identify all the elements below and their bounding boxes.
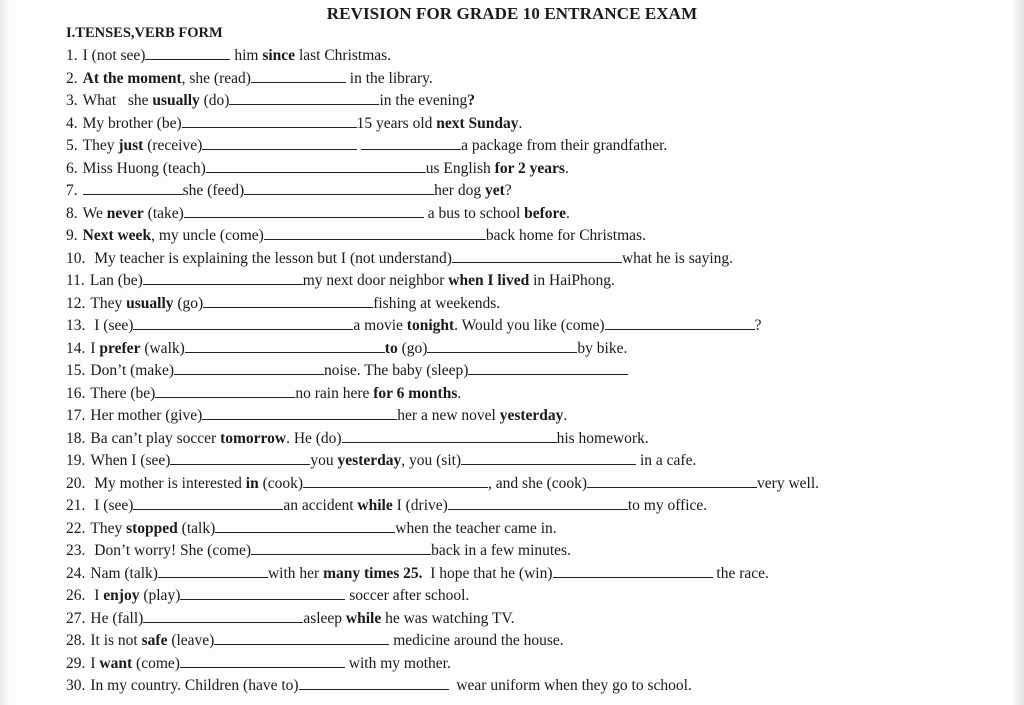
answer-blank[interactable] (143, 608, 303, 623)
answer-blank[interactable] (264, 225, 486, 240)
answer-blank[interactable] (299, 675, 449, 690)
exercise-number: 28. (66, 632, 86, 649)
exercise-text: you (310, 452, 338, 469)
exercise-text: There (be) (90, 384, 156, 402)
exercise-item (66, 135, 964, 155)
answer-blank[interactable] (185, 338, 385, 353)
exercise-item (66, 450, 964, 470)
answer-blank[interactable] (361, 135, 461, 150)
answer-blank[interactable] (229, 90, 379, 105)
answer-blank[interactable] (587, 473, 757, 488)
answer-blank[interactable] (452, 248, 622, 263)
exercise-text: . (566, 204, 570, 222)
exercise-text: (play) (139, 587, 181, 604)
exercise-text: When I (see) (90, 452, 171, 469)
exercise-number: 13. (66, 317, 86, 334)
keyword-text: while (345, 609, 382, 627)
exercise-text: (do) (199, 92, 230, 109)
exercise-text: noise. The baby (sleep) (324, 362, 469, 379)
answer-blank[interactable] (605, 315, 755, 330)
exercise-item (66, 90, 964, 110)
exercise-text: ? (754, 317, 762, 334)
exercise-text: , you (sit) (401, 452, 462, 469)
exercise-text: I (not see) (82, 47, 146, 64)
page-edge-right (1012, 0, 1024, 705)
exercise-item (66, 293, 964, 313)
page-edge-left (0, 0, 10, 705)
exercise-text: fishing at weekends. (373, 294, 501, 312)
exercise-item (66, 563, 964, 583)
keyword-text: Next week (82, 227, 152, 244)
keyword-text: in (245, 474, 259, 492)
exercise-item (66, 248, 964, 268)
exercise-text: the race. (712, 564, 769, 582)
exercise-text: I (drive) (392, 497, 448, 514)
answer-blank[interactable] (180, 585, 345, 600)
exercise-text: Miss Huong (teach) (82, 159, 206, 177)
exercise-text: My mother is interested (90, 474, 246, 492)
exercise-number: 17. (66, 407, 86, 424)
exercise-item (66, 360, 964, 380)
exercise-number: 9. (66, 227, 78, 244)
exercise-number: 30. (66, 677, 86, 694)
exercise-text: medicine around the house. (389, 632, 564, 649)
exercise-text: In my country. Children (have to) (90, 677, 299, 694)
exercise-item (66, 338, 964, 358)
exercise-text: Don’t (make) (90, 362, 175, 379)
answer-blank[interactable] (155, 383, 295, 398)
answer-blank[interactable] (184, 203, 424, 218)
exercise-text: I (see) (90, 497, 134, 514)
exercise-item (66, 585, 964, 605)
keyword-text: since (262, 47, 296, 64)
exercise-text: Lan (be) (89, 272, 143, 289)
exercise-text: . (563, 407, 568, 424)
answer-blank[interactable] (133, 315, 353, 330)
exercise-number: 6. (66, 159, 78, 177)
exercise-text: in the library. (345, 69, 433, 87)
exercise-number: 19. (66, 452, 86, 469)
answer-blank[interactable] (251, 68, 346, 83)
keyword-text: yesterday (499, 407, 564, 424)
exercise-text: , she (read) (181, 69, 251, 87)
answer-blank[interactable] (143, 270, 303, 285)
answer-blank[interactable] (251, 540, 431, 555)
exercise-text: ? (504, 182, 512, 199)
answer-blank[interactable] (202, 405, 397, 420)
exercise-text: My teacher is explaining the lesson but I (not understand) (90, 249, 452, 267)
exercise-text: . He (do) (286, 429, 342, 447)
exercise-text: by bike. (577, 339, 628, 357)
keyword-text: next Sunday (436, 114, 519, 132)
exercise-number: 18. (66, 429, 86, 447)
exercise-text: (come) (132, 654, 180, 672)
exercise-text: he was watching TV. (381, 609, 515, 627)
answer-blank[interactable] (145, 45, 230, 60)
exercise-number: 26. (66, 587, 86, 604)
keyword-text: before (524, 204, 567, 222)
exercise-text: , and she (cook) (488, 474, 588, 492)
answer-blank[interactable] (468, 360, 628, 375)
exercise-item (66, 540, 964, 560)
answer-blank[interactable] (553, 563, 713, 578)
exercise-number: 22. (66, 519, 86, 537)
keyword-text: never (106, 204, 144, 222)
exercise-text: back home for Christmas. (485, 227, 646, 244)
keyword-text: many times 25. (323, 564, 423, 582)
exercise-number: 16. (66, 384, 86, 402)
exercise-number: 11. (66, 272, 85, 289)
answer-blank[interactable] (203, 293, 373, 308)
keyword-text: stopped (126, 519, 178, 537)
exercise-text: a package from their grandfather. (461, 137, 668, 154)
keyword-text: when I lived (448, 272, 530, 289)
exercise-text: . (564, 159, 569, 177)
answer-blank[interactable] (303, 473, 488, 488)
exercise-item (66, 518, 964, 538)
keyword-text: safe (141, 632, 168, 649)
keyword-text: to (384, 339, 398, 357)
answer-blank[interactable] (214, 630, 389, 645)
exercise-number: 24. (66, 564, 86, 582)
exercise-item (66, 68, 964, 88)
exercise-item (66, 158, 964, 178)
exercise-number: 4. (66, 114, 78, 132)
exercise-text: They (82, 137, 119, 154)
answer-blank[interactable] (206, 158, 426, 173)
exercise-text: (cook) (258, 474, 304, 492)
exercise-text: , my uncle (come) (151, 227, 264, 244)
exercise-text: I (see) (90, 317, 134, 334)
answer-blank[interactable] (174, 360, 324, 375)
answer-blank[interactable] (202, 135, 357, 150)
exercise-item (66, 225, 964, 245)
exercise-text: . (518, 114, 523, 132)
exercise-text: his homework. (556, 429, 649, 447)
keyword-text: enjoy (103, 587, 140, 604)
exercise-text: in the evening (379, 92, 468, 109)
exercise-number: 8. (66, 204, 78, 222)
keyword-text: yet (484, 182, 505, 199)
exercise-item (66, 45, 964, 65)
exercise-item (66, 405, 964, 425)
exercise-text: Nam (talk) (90, 564, 158, 582)
exercise-number: 7. (66, 182, 78, 199)
keyword-text: usually (152, 92, 200, 109)
keyword-text: prefer (99, 339, 141, 357)
exercise-item (66, 203, 964, 223)
exercise-text: My brother (be) (82, 114, 182, 132)
exercise-text: (go) (173, 294, 204, 312)
exercise-number: 12. (66, 294, 86, 312)
keyword-text: for 6 months (373, 384, 458, 402)
exercise-text: my next door neighbor (302, 272, 449, 289)
exercise-text: him (230, 47, 263, 64)
exercise-text: wear uniform when they go to school. (448, 677, 692, 694)
exercise-text: in a cafe. (636, 452, 697, 469)
keyword-text: ? (467, 92, 476, 109)
exercise-text: what he is saying. (621, 249, 734, 267)
exercise-item (66, 113, 964, 133)
answer-blank[interactable] (448, 495, 628, 510)
exercise-item (66, 315, 964, 335)
answer-blank[interactable] (427, 338, 577, 353)
exercise-text: They (90, 294, 127, 312)
exercise-text: I (90, 339, 100, 357)
keyword-text: tomorrow (220, 429, 287, 447)
answer-blank[interactable] (170, 450, 310, 465)
keyword-text: just (118, 137, 144, 154)
exercise-number: 1. (66, 47, 78, 64)
keyword-text: usually (126, 294, 174, 312)
exercise-text: (go) (397, 339, 428, 357)
exercise-text: to my office. (627, 497, 708, 514)
exercise-text: We (82, 204, 107, 222)
answer-blank[interactable] (342, 428, 557, 443)
exercise-text: when the teacher came in. (395, 519, 557, 537)
keyword-text: tonight (406, 317, 455, 334)
answer-blank[interactable] (244, 180, 434, 195)
exercise-text: in HaiPhong. (529, 272, 615, 289)
exercise-text: a bus to school (423, 204, 525, 222)
page-title: REVISION FOR GRADE 10 ENTRANCE EXAM (326, 4, 698, 23)
exercise-text: Her mother (give) (90, 407, 203, 424)
exercise-text: asleep (303, 609, 346, 627)
exercise-item (66, 608, 964, 628)
keyword-text: while (357, 497, 393, 514)
exercise-text: very well. (757, 474, 820, 492)
exercise-text: back in a few minutes. (431, 542, 571, 559)
exercise-text: last Christmas. (295, 47, 392, 64)
answer-blank[interactable] (180, 653, 345, 668)
exercise-text: . (457, 384, 462, 402)
exercise-text: an accident (283, 497, 358, 514)
exercise-text: They (90, 519, 127, 537)
keyword-text: want (99, 654, 133, 672)
exercise-text: no rain here (295, 384, 374, 402)
exercise-text: (leave) (167, 632, 215, 649)
exercise-text: (walk) (140, 339, 185, 357)
exercise-number: 2. (66, 69, 78, 87)
answer-blank[interactable] (182, 113, 357, 128)
exercise-item (66, 630, 964, 650)
exercise-text: What she (82, 92, 153, 109)
exercise-number: 5. (66, 137, 78, 154)
exercise-text: with my mother. (344, 654, 451, 672)
exercise-item (66, 473, 964, 493)
answer-blank[interactable] (158, 563, 268, 578)
exercise-text: It is not (90, 632, 142, 649)
exercise-number: 23. (66, 542, 86, 559)
exercise-text: with her (267, 564, 324, 582)
exercise-text: a movie (353, 317, 407, 334)
exercise-number: 29. (66, 654, 86, 672)
exercise-text: He (fall) (90, 609, 144, 627)
exercise-item (66, 428, 964, 448)
exercise-text: soccer after school. (345, 587, 470, 604)
exercise-text: (talk) (177, 519, 216, 537)
exercise-item (66, 180, 964, 200)
exercise-text: her dog (434, 182, 485, 199)
answer-blank[interactable] (133, 495, 283, 510)
exercise-number: 3. (66, 92, 78, 109)
exercise-text: she (feed) (182, 182, 245, 199)
section-heading: I.TENSES,VERB FORM (66, 25, 223, 41)
exercise-text: (receive) (143, 137, 203, 154)
exercise-number: 27. (66, 609, 86, 627)
exercise-item (66, 653, 964, 673)
exercise-item (66, 383, 964, 403)
keyword-text: yesterday (337, 452, 402, 469)
exercise-item (66, 675, 964, 695)
exercise-text: her a new novel (397, 407, 500, 424)
exercise-text: 15 years old (356, 114, 437, 132)
exercise-text: Don’t worry! She (come) (90, 542, 252, 559)
exercise-number: 15. (66, 362, 86, 379)
exercise-text: I (90, 654, 100, 672)
answer-blank[interactable] (461, 450, 636, 465)
answer-blank[interactable] (83, 180, 183, 195)
keyword-text: At the moment (82, 69, 182, 87)
exercise-text: us English (425, 159, 495, 177)
exercise-text: Ba can’t play soccer (90, 429, 221, 447)
exercise-number: 10. (66, 249, 86, 267)
exercise-text: . Would you like (come) (454, 317, 605, 334)
exercise-item (66, 495, 964, 515)
keyword-text: for 2 years (494, 159, 565, 177)
exercise-text: (take) (143, 204, 184, 222)
exercise-item (66, 270, 964, 290)
exercise-text: I hope that he (win) (422, 564, 553, 582)
exercise-number: 14. (66, 339, 86, 357)
exercise-number: 20. (66, 474, 86, 492)
exercise-number: 21. (66, 497, 86, 514)
exercise-text: I (90, 587, 104, 604)
answer-blank[interactable] (215, 518, 395, 533)
